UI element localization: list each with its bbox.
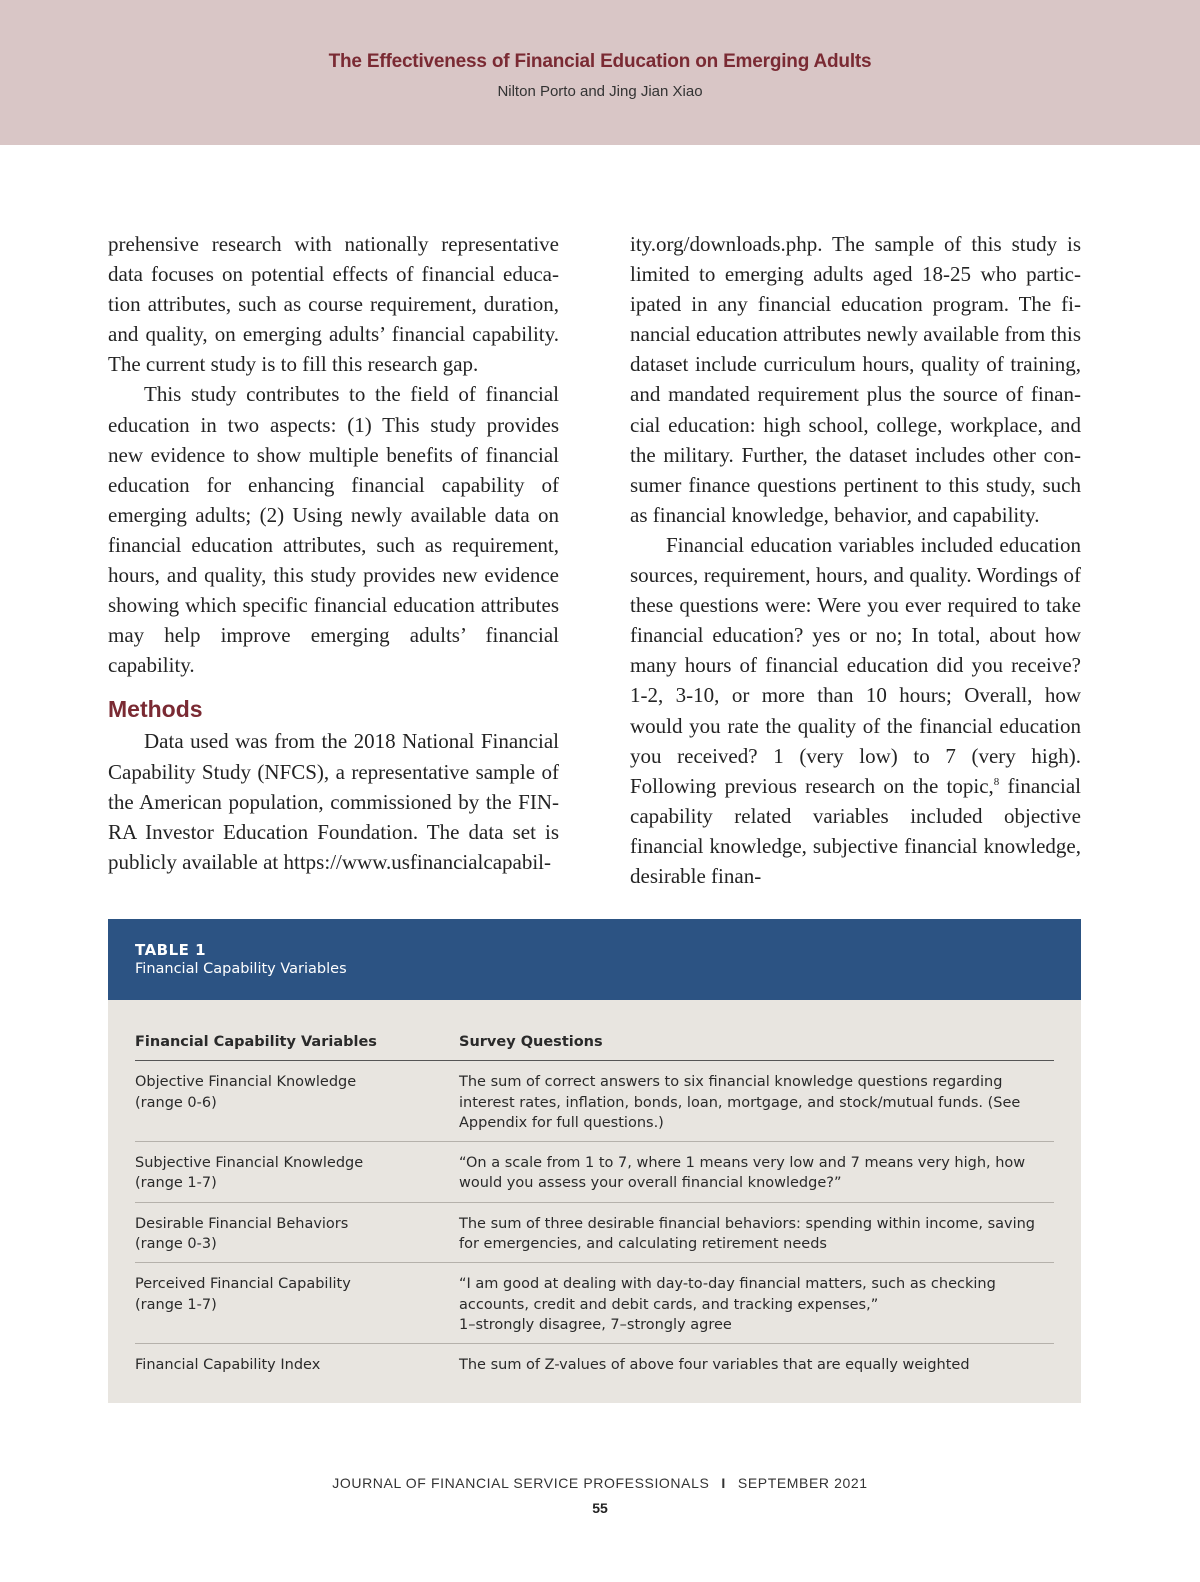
paragraph: prehensive research with nationally representative data focuses on potential effects of financial education attributes, such as course requirement, duration, and quality, on emerging adults’ financial capability. The current study is to fill this research gap. bbox=[108, 232, 559, 377]
variable-cell: Desirable Financial Behaviors (range 0-3) bbox=[135, 1215, 349, 1253]
issue-date: SEPTEMBER 2021 bbox=[737, 1475, 868, 1491]
footnote-ref[interactable]: 8 bbox=[993, 775, 1000, 788]
question-cell: The sum of Z-values of above four variables that are equally weighted bbox=[459, 1357, 970, 1374]
table-1 bbox=[108, 919, 1081, 1403]
column-header: Financial Capability Variables bbox=[135, 1034, 377, 1050]
table-caption: Financial Capability Variables bbox=[135, 961, 347, 977]
section-heading: Methods bbox=[108, 696, 203, 723]
left-column bbox=[108, 229, 559, 877]
data-table bbox=[135, 1032, 1054, 1384]
table-label: TABLE 1 bbox=[135, 941, 207, 959]
paragraph: Data used was from the 2018 National Financial Capability Study (NFCS), a representative sample of the American population, commissioned by the FINRA Investor Education Foundation. The data set is publicly available at https://www.usfinancialcapabil- bbox=[108, 729, 559, 874]
variable-cell: Subjective Financial Knowledge (range 1-7) bbox=[135, 1155, 364, 1192]
variable-cell: Objective Financial Knowledge (range 0-6) bbox=[135, 1074, 357, 1111]
right-column bbox=[630, 229, 1081, 891]
column-header: Survey Questions bbox=[459, 1034, 603, 1050]
table-row bbox=[135, 1061, 1054, 1142]
table-row bbox=[135, 1344, 1054, 1383]
table-header bbox=[108, 919, 1081, 1000]
paragraph-text: Financial education variables included education sources, requirement, hours, and quality. Wordings of these questions were: Were you ever required to take financial education? yes or no; In total, about how many hours of financial education did you receive? 1-2, 3-10, or more than 10 hours; Overall, how would you rate the quality of the financial education you received? 1 (very low) to 7 (very high). Following previous research on the topic, bbox=[630, 532, 1081, 798]
journal-name: JOURNAL OF FINANCIAL SERVICE PROFESSIONALS bbox=[332, 1475, 710, 1491]
table-row bbox=[135, 1142, 1054, 1203]
article-authors: Nilton Porto and Jing Jian Xiao bbox=[497, 83, 703, 100]
variable-cell: Financial Capability Index bbox=[135, 1357, 321, 1374]
variable-cell: Perceived Financial Capability (range 1-7) bbox=[135, 1276, 351, 1313]
table-row bbox=[135, 1263, 1054, 1344]
paragraph bbox=[630, 530, 1081, 891]
table-row bbox=[135, 1203, 1054, 1264]
question-cell: The sum of three desirable financial behaviors: spending within income, saving for emergencies, and calculating retirement needs bbox=[459, 1215, 1036, 1253]
paragraph: ity.org/downloads.php. The sample of this study is limited to emerging adults aged 18-25 who participated in any financial education program. The financial education attributes newly available from this dataset include curriculum hours, quality of training, and mandated requirement plus the source of financial education: high school, college, workplace, and the military. Further, the dataset includes other consumer finance questions pertinent to this study, such as financial knowledge, behavior, and capability. bbox=[630, 232, 1081, 527]
table-head-row bbox=[135, 1032, 1054, 1061]
question-cell: “I am good at dealing with day-to-day financial matters, such as checking accounts, credit and debit cards, and tracking expenses,” 1–strongly disagree, 7–strongly agree bbox=[459, 1276, 996, 1333]
footer-separator: I bbox=[721, 1475, 726, 1491]
header-band bbox=[0, 0, 1200, 145]
article-title: The Effectiveness of Financial Education on Emerging Adults bbox=[328, 51, 872, 72]
page-number: 55 bbox=[592, 1500, 608, 1516]
question-cell: “On a scale from 1 to 7, where 1 means very low and 7 means very high, how would you assess your overall financial knowledge?” bbox=[459, 1155, 1026, 1192]
paragraph: This study contributes to the field of financial education in two aspects: (1) This study provides new evidence to show multiple benefits of financial education for enhancing financial capability of emerging adults; (2) Using newly available data on financial education attributes, such as requirement, hours, and quality, this study provides new evidence showing which specific financial education attributes may help improve emerging adults’ financial capability. bbox=[108, 382, 559, 678]
question-cell: The sum of correct answers to six financial knowledge questions regarding interest rates, inflation, bonds, loan, mortgage, and stock/mutual funds. (See Appendix for full questions.) bbox=[459, 1074, 1021, 1131]
footer-journal-line bbox=[0, 1475, 1200, 1491]
paragraph-text: financial capability related variables included objective financial knowledge, subjective financial knowledge, desirable finan- bbox=[630, 773, 1081, 888]
